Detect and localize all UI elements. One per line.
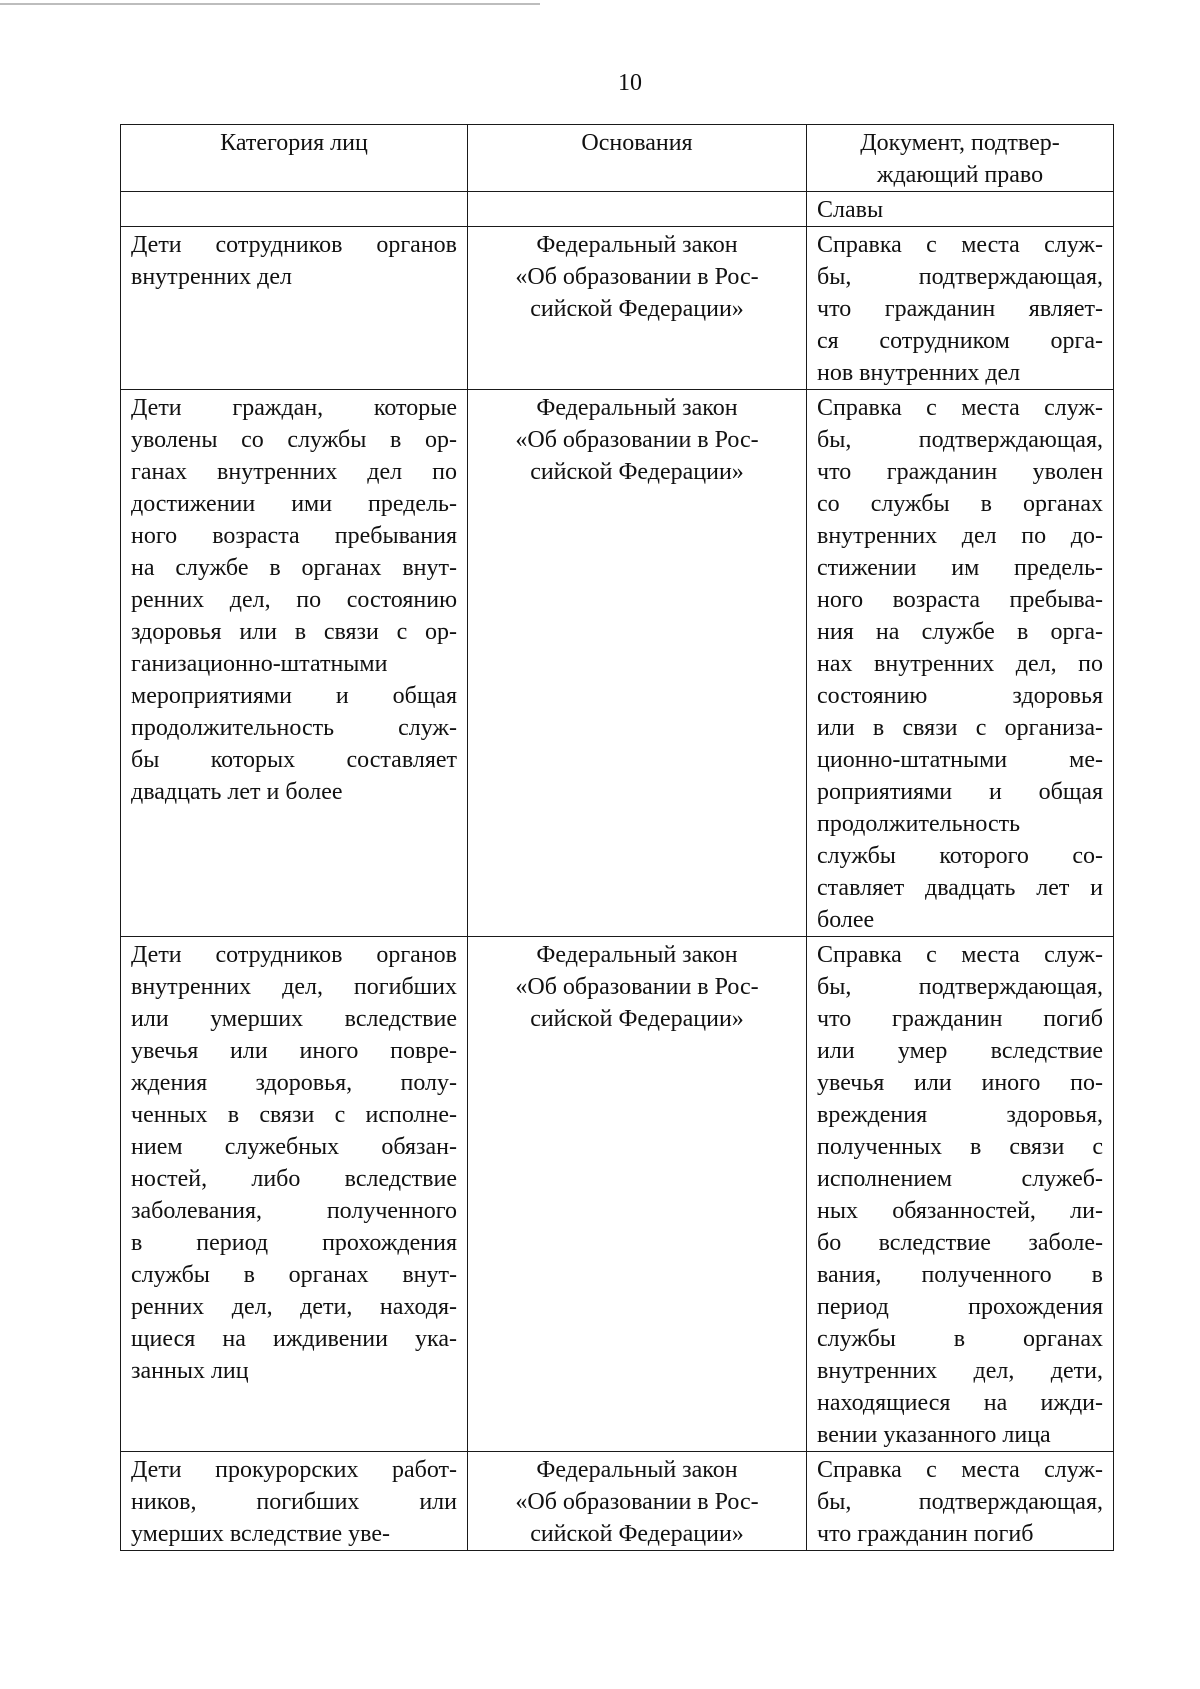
- cell-text-line: Справка с места служ-: [817, 395, 1103, 421]
- cell-basis: [468, 1452, 807, 1551]
- cell-text-line: Федеральный закон: [536, 1457, 738, 1483]
- cell-text-line: вреждения здоровья,: [817, 1102, 1103, 1128]
- cell-text-line: внутренних дел по до-: [817, 523, 1103, 549]
- cell-text-line: ников, погибших или: [131, 1489, 457, 1515]
- cell-text-line: Федеральный закон: [536, 232, 738, 258]
- cell-text-line: достижении ими предель-: [131, 491, 457, 517]
- cell-text-line: находящиеся на ижди-: [817, 1390, 1103, 1416]
- table-header-row: [121, 125, 1114, 192]
- cell-text-line: ренних дел, по состоянию: [131, 587, 457, 613]
- table-row: [121, 227, 1114, 390]
- cell-basis: [468, 390, 807, 937]
- cell-category: [121, 1452, 468, 1551]
- cell-text-line: бы, подтверждающая,: [817, 427, 1103, 453]
- cell-text-line: внутренних дел, дети,: [817, 1358, 1103, 1384]
- cell-text-line: Справка с места служ-: [817, 1457, 1103, 1483]
- cell-text-line: заболевания, полученного: [131, 1198, 457, 1224]
- continuation-row: [121, 192, 1114, 227]
- scan-edge-line: [0, 3, 540, 5]
- cell-text-line: состоянию здоровья: [817, 683, 1103, 709]
- cell-text-line: ния на службе в орга-: [817, 619, 1103, 645]
- cell-text-line: увечья или иного повре-: [131, 1038, 457, 1064]
- cell-document: [807, 937, 1114, 1452]
- cell-text-line: что гражданин являет-: [817, 296, 1103, 322]
- page-number: 10: [618, 70, 642, 96]
- cell-text-line: Дети сотрудников органов: [131, 942, 457, 968]
- cell-basis: [468, 937, 807, 1452]
- cell-text-line: внутренних дел, погибших: [131, 974, 457, 1000]
- cell-text-line: ждения здоровья, полу-: [131, 1070, 457, 1096]
- cell-text-line: бы, подтверждающая,: [817, 1489, 1103, 1515]
- cell-text-line: период прохождения: [817, 1294, 1103, 1320]
- cell-document: [807, 390, 1114, 937]
- continuation-document: Славы: [807, 192, 1114, 227]
- cell-text-line: ганах внутренних дел по: [131, 459, 457, 485]
- cell-text-line: бы которых составляет: [131, 747, 457, 773]
- cell-text-line: что гражданин уволен: [817, 459, 1103, 485]
- eligibility-table: [120, 124, 1114, 1551]
- cell-text-line: Справка с места служ-: [817, 942, 1103, 968]
- cell-text-line: службы которого со-: [817, 843, 1103, 869]
- cell-text-line: полученных в связи с: [817, 1134, 1103, 1160]
- cell-text-line: «Об образовании в Рос-: [515, 427, 759, 453]
- cell-category: [121, 937, 468, 1452]
- cell-category: [121, 227, 468, 390]
- cell-text-line: стижении им предель-: [817, 555, 1103, 581]
- table-row: [121, 390, 1114, 937]
- cell-document: [807, 227, 1114, 390]
- table-row: [121, 937, 1114, 1452]
- cell-text-line: сийской Федерации»: [530, 1006, 744, 1032]
- cell-text-line: ных обязанностей, ли-: [817, 1198, 1103, 1224]
- cell-text-line: продолжительность: [817, 811, 1021, 837]
- cell-text-line: ренних дел, дети, находя-: [131, 1294, 457, 1320]
- cell-text-line: со службы в органах: [817, 491, 1103, 517]
- cell-text-line: продолжительность служ-: [131, 715, 457, 741]
- cell-text-line: щиеся на иждивении ука-: [131, 1326, 457, 1352]
- header-basis: Основания: [468, 125, 807, 192]
- header-document: Документ, подтвер- ждающий право: [807, 125, 1114, 192]
- header-category: Категория лиц: [121, 125, 468, 192]
- cell-text-line: внутренних дел: [131, 264, 292, 290]
- cell-text-line: ностей, либо вследствие: [131, 1166, 457, 1192]
- cell-text-line: ного возраста пребыва-: [817, 587, 1103, 613]
- continuation-category: [121, 192, 468, 227]
- cell-text-line: что гражданин погиб: [817, 1521, 1034, 1547]
- cell-text-line: «Об образовании в Рос-: [515, 1489, 759, 1515]
- cell-text-line: ся сотрудником орга-: [817, 328, 1103, 354]
- cell-basis: [468, 227, 807, 390]
- cell-text-line: двадцать лет и более: [131, 779, 343, 805]
- cell-text-line: Федеральный закон: [536, 395, 738, 421]
- cell-text-line: в период прохождения: [131, 1230, 457, 1256]
- cell-text-line: или в связи с организа-: [817, 715, 1103, 741]
- cell-document: [807, 1452, 1114, 1551]
- cell-text-line: Федеральный закон: [536, 942, 738, 968]
- cell-text-line: сийской Федерации»: [530, 1521, 744, 1547]
- cell-text-line: ционно-штатными ме-: [817, 747, 1103, 773]
- cell-text-line: мероприятиями и общая: [131, 683, 457, 709]
- cell-text-line: бо вследствие заболе-: [817, 1230, 1103, 1256]
- cell-text-line: увечья или иного по-: [817, 1070, 1103, 1096]
- cell-category: [121, 390, 468, 937]
- cell-text-line: или умерших вследствие: [131, 1006, 457, 1032]
- cell-text-line: нах внутренних дел, по: [817, 651, 1103, 677]
- cell-text-line: или умер вследствие: [817, 1038, 1103, 1064]
- cell-text-line: вания, полученного в: [817, 1262, 1103, 1288]
- cell-text-line: ставляет двадцать лет и: [817, 875, 1103, 901]
- cell-text-line: сийской Федерации»: [530, 459, 744, 485]
- cell-text-line: Дети сотрудников органов: [131, 232, 457, 258]
- cell-text-line: уволены со службы в ор-: [131, 427, 457, 453]
- cell-text-line: «Об образовании в Рос-: [515, 264, 759, 290]
- cell-text-line: умерших вследствие уве-: [131, 1521, 391, 1547]
- table-row: [121, 1452, 1114, 1551]
- cell-text-line: здоровья или в связи с ор-: [131, 619, 457, 645]
- continuation-basis: [468, 192, 807, 227]
- cell-text-line: что гражданин погиб: [817, 1006, 1103, 1032]
- cell-text-line: бы, подтверждающая,: [817, 974, 1103, 1000]
- cell-text-line: Дети граждан, которые: [131, 395, 457, 421]
- cell-text-line: ченных в связи с исполне-: [131, 1102, 457, 1128]
- cell-text-line: занных лиц: [131, 1358, 249, 1384]
- cell-text-line: бы, подтверждающая,: [817, 264, 1103, 290]
- cell-text-line: исполнением служеб-: [817, 1166, 1103, 1192]
- cell-text-line: Справка с места служ-: [817, 232, 1103, 258]
- cell-text-line: на службе в органах внут-: [131, 555, 457, 581]
- cell-text-line: «Об образовании в Рос-: [515, 974, 759, 1000]
- cell-text-line: нием служебных обязан-: [131, 1134, 457, 1160]
- cell-text-line: роприятиями и общая: [817, 779, 1103, 805]
- cell-text-line: службы в органах: [817, 1326, 1103, 1352]
- cell-text-line: ного возраста пребывания: [131, 523, 457, 549]
- cell-text-line: службы в органах внут-: [131, 1262, 457, 1288]
- cell-text-line: вении указанного лица: [817, 1422, 1051, 1448]
- cell-text-line: ганизационно-штатными: [131, 651, 388, 677]
- cell-text-line: более: [817, 907, 875, 933]
- cell-text-line: Дети прокурорских работ-: [131, 1457, 457, 1483]
- cell-text-line: нов внутренних дел: [817, 360, 1021, 386]
- cell-text-line: сийской Федерации»: [530, 296, 744, 322]
